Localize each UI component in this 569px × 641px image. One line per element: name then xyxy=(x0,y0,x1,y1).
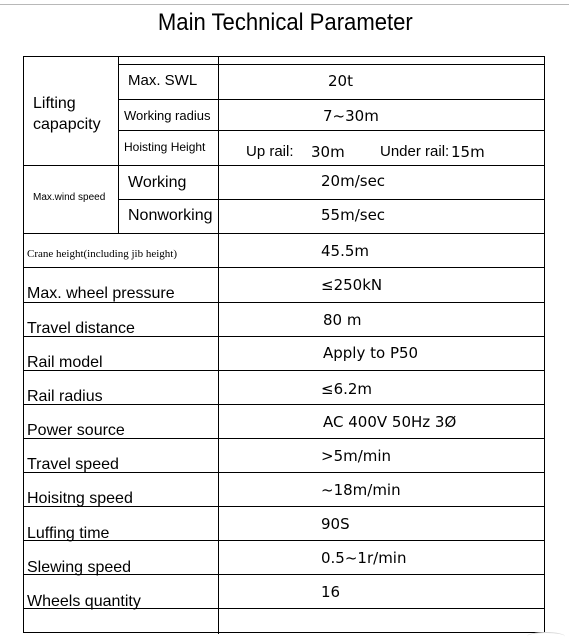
column-divider xyxy=(218,57,219,634)
rail-radius-label: Rail radius xyxy=(27,388,103,405)
power-source-label: Power source xyxy=(27,422,125,439)
under-rail-value: 15m xyxy=(451,143,485,161)
travel-speed-value: >5m/min xyxy=(321,447,392,465)
row-divider xyxy=(118,199,545,200)
hoisting-height-label: Hoisting Height xyxy=(124,140,206,154)
crane-height-label: Crane height(including jib height) xyxy=(27,248,177,260)
rail-model-value: Apply to P50 xyxy=(323,344,419,362)
up-rail-label: Up rail: xyxy=(246,143,294,160)
travel-distance-value: 80 m xyxy=(323,311,362,329)
page-title: Main Technical Parameter xyxy=(157,9,413,36)
working-radius-label: Working radius xyxy=(124,108,211,123)
wind-nonworking-value: 55m/sec xyxy=(321,206,386,224)
travel-speed-label: Travel speed xyxy=(27,456,119,473)
under-rail-label: Under rail: xyxy=(380,143,450,160)
working-radius-value: 7~30m xyxy=(323,107,379,125)
wind-nonworking-label: Nonworking xyxy=(128,207,213,224)
hoisting-speed-value: ~18m/min xyxy=(321,481,401,499)
hoisting-speed-label: Hoisitng speed xyxy=(27,490,133,507)
row-divider xyxy=(118,99,545,100)
row-divider xyxy=(118,64,545,65)
page-curl-decoration xyxy=(527,632,565,641)
power-source-value: AC 400V 50Hz 3Ø xyxy=(323,413,457,431)
column-divider xyxy=(118,57,119,233)
wind-working-value: 20m/sec xyxy=(321,172,386,190)
up-rail-value: 30m xyxy=(311,143,345,161)
wind-speed-label: Max.wind speed xyxy=(33,192,106,203)
slewing-speed-value: 0.5~1r/min xyxy=(321,549,407,567)
lifting-label-line2: capapcity xyxy=(33,116,101,133)
lifting-label-line1: Lifting xyxy=(33,95,76,112)
max-swl-label: Max. SWL xyxy=(128,72,198,89)
row-divider xyxy=(24,165,545,166)
row-divider xyxy=(24,233,545,234)
luffing-time-label: Luffing time xyxy=(27,525,110,542)
rail-model-label: Rail model xyxy=(27,354,103,371)
row-divider xyxy=(24,267,545,268)
row-divider xyxy=(118,130,545,131)
luffing-time-value: 90S xyxy=(321,515,350,533)
max-swl-value: 20t xyxy=(328,72,353,90)
rail-radius-value: ≤6.2m xyxy=(321,380,373,398)
slewing-speed-label: Slewing speed xyxy=(27,559,132,576)
wind-working-label: Working xyxy=(128,174,187,191)
parameter-table xyxy=(23,56,545,633)
wheel-pressure-label: Max. wheel pressure xyxy=(27,285,175,302)
crane-height-value: 45.5m xyxy=(321,242,370,260)
wheel-pressure-value: ≤250kN xyxy=(321,276,383,294)
travel-distance-label: Travel distance xyxy=(27,320,135,337)
wheels-quantity-label: Wheels quantity xyxy=(27,593,141,610)
wheels-quantity-value: 16 xyxy=(321,583,341,601)
